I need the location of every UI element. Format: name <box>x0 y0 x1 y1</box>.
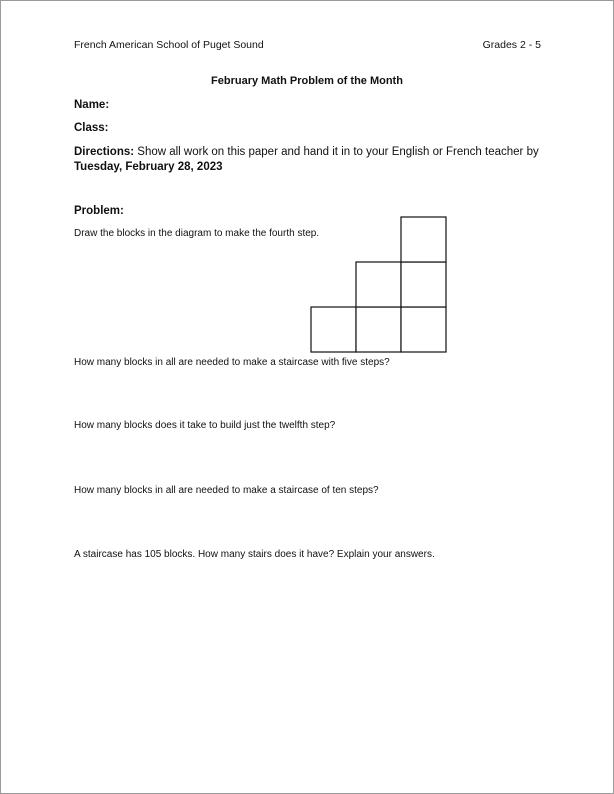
directions-text: Show all work on this paper and hand it in to your English or French teacher by <box>134 146 539 158</box>
name-label: Name: <box>74 99 110 111</box>
question-twelfth-step: How many blocks does it take to build just the twelfth step? <box>74 420 336 431</box>
directions-label: Directions: <box>74 146 135 158</box>
class-label: Class: <box>74 122 109 134</box>
question-105-blocks: A staircase has 105 blocks. How many stairs does it have? Explain your answers. <box>74 549 435 560</box>
staircase-diagram <box>310 216 450 354</box>
question-draw-fourth-step: Draw the blocks in the diagram to make the fourth step. <box>74 228 320 239</box>
directions <box>74 145 544 175</box>
block-col3-row2 <box>401 262 446 307</box>
due-date: Tuesday, February 28, 2023 <box>74 161 223 173</box>
worksheet-title: February Math Problem of the Month <box>211 75 403 87</box>
question-five-steps: How many blocks in all are needed to make a staircase with five steps? <box>74 357 390 368</box>
grade-range: Grades 2 - 5 <box>482 39 541 51</box>
block-col3-row3 <box>401 217 446 262</box>
block-col2-row1 <box>356 307 401 352</box>
question-ten-steps: How many blocks in all are needed to make a staircase of ten steps? <box>74 485 379 496</box>
problem-label: Problem: <box>74 205 124 217</box>
block-col3-row1 <box>401 307 446 352</box>
block-col1-row1 <box>311 307 356 352</box>
school-name: French American School of Puget Sound <box>74 39 264 51</box>
block-col2-row2 <box>356 262 401 307</box>
